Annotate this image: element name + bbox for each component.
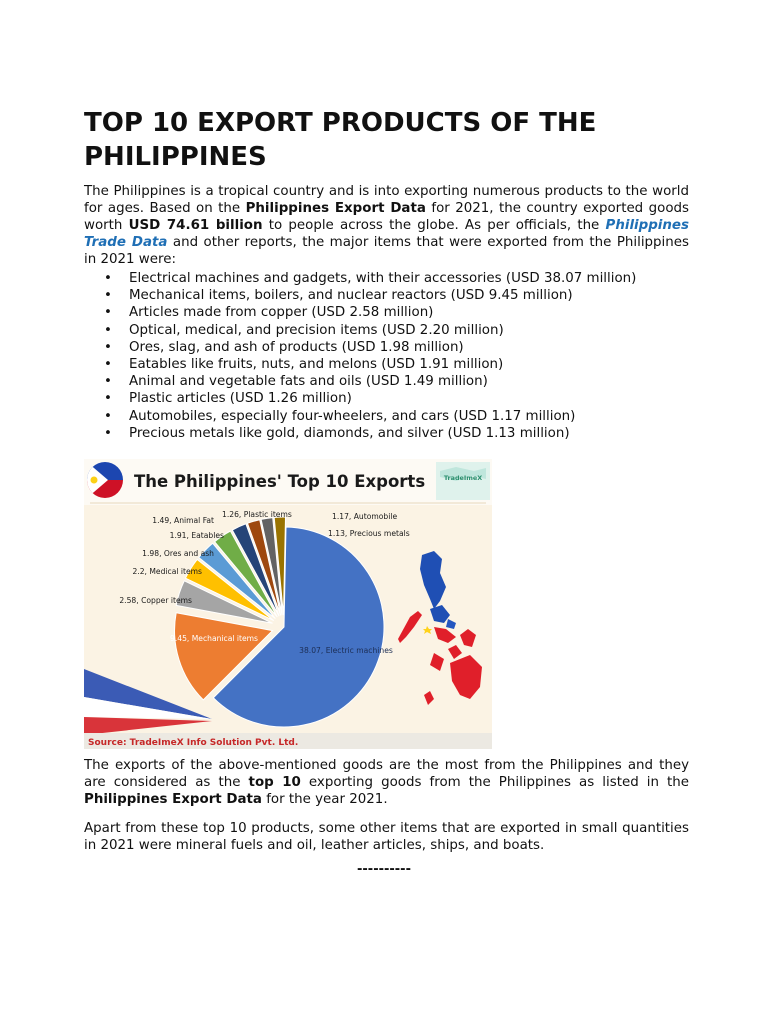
list-item: • Precious metals like gold, diamonds, and silver (USD 1.13 million) [84, 425, 694, 442]
data-label-eatables: 1.91, Eatables [169, 531, 224, 540]
data-label-electric-machines: 38.07, Electric machines [299, 646, 393, 655]
total-value-bold: USD 74.61 billion [128, 218, 263, 233]
chart-source: Source: TradeImeX Info Solution Pvt. Ltd. [88, 738, 299, 748]
data-label-copper-items: 2.58, Copper items [119, 596, 192, 605]
page-title: TOP 10 EXPORT PRODUCTS OF THE PHILIPPINES [84, 108, 597, 172]
data-label-animal-fat: 1.49, Animal Fat [152, 516, 214, 525]
export-products-list [84, 270, 694, 442]
chart-title: The Philippines' Top 10 Exports [134, 472, 426, 491]
summary-paragraph: The exports of the above-mentioned goods are the most from the Philippines and they are considered as the top 10 exporting goods from the Philippines as listed in the Philippines Export Data for the year 2021. [84, 758, 690, 807]
chart-svg [84, 459, 492, 749]
trade-data-link[interactable]: Philippines Trade Data [84, 218, 689, 250]
other-items-paragraph: Apart from these top 10 products, some other items that are exported in small quantities in 2021 were mineral fuels and oil, leather articles, ships, and boats. [84, 821, 689, 853]
intro-paragraph: The Philippines is a tropical country and is into exporting numerous products to the world for ages. Based on the Philippines Export Data for 2021, the country exported goods worth USD 74.61 billion to people across the globe. As per officials, the Philippines Trade Data and other reports, the major items that were exported from the Philippines in 2021 were: [84, 184, 689, 267]
data-label-mechanical-items: 9.45, Mechanical items [170, 634, 258, 643]
data-label-ores-and-ash: 1.98, Ores and ash [142, 549, 214, 558]
top10-bold: top 10 [248, 775, 301, 790]
tradeimex-logo [436, 462, 490, 500]
list-item: • Ores, slag, and ash of products (USD 1.98 million) [84, 339, 694, 356]
list-item: • Eatables like fruits, nuts, and melons (USD 1.91 million) [84, 356, 694, 373]
list-item: • Optical, medical, and precision items (USD 2.20 million) [84, 322, 694, 339]
list-item: • Animal and vegetable fats and oils (USD 1.49 million) [84, 373, 694, 390]
list-item: • Plastic articles (USD 1.26 million) [84, 390, 694, 407]
export-data-bold: Philippines Export Data [245, 201, 426, 216]
list-item: • Mechanical items, boilers, and nuclear reactors (USD 9.45 million) [84, 287, 694, 304]
exports-chart [84, 459, 492, 749]
data-label-precious-metals: 1.13, Precious metals [328, 529, 410, 538]
list-item: • Articles made from copper (USD 2.58 million) [84, 304, 694, 321]
data-label-medical-items: 2.2, Medical items [132, 567, 202, 576]
export-data-bold-2: Philippines Export Data [84, 792, 262, 807]
brand-label: TradeImeX [443, 474, 483, 482]
data-label-automobile: 1.17, Automobile [332, 512, 398, 521]
separator: ---------- [357, 862, 411, 877]
data-label-plastic-items: 1.26, Plastic items [222, 510, 292, 519]
list-item: • Automobiles, especially four-wheelers, and cars (USD 1.17 million) [84, 408, 694, 425]
list-item: • Electrical machines and gadgets, with their accessories (USD 38.07 million) [84, 270, 694, 287]
